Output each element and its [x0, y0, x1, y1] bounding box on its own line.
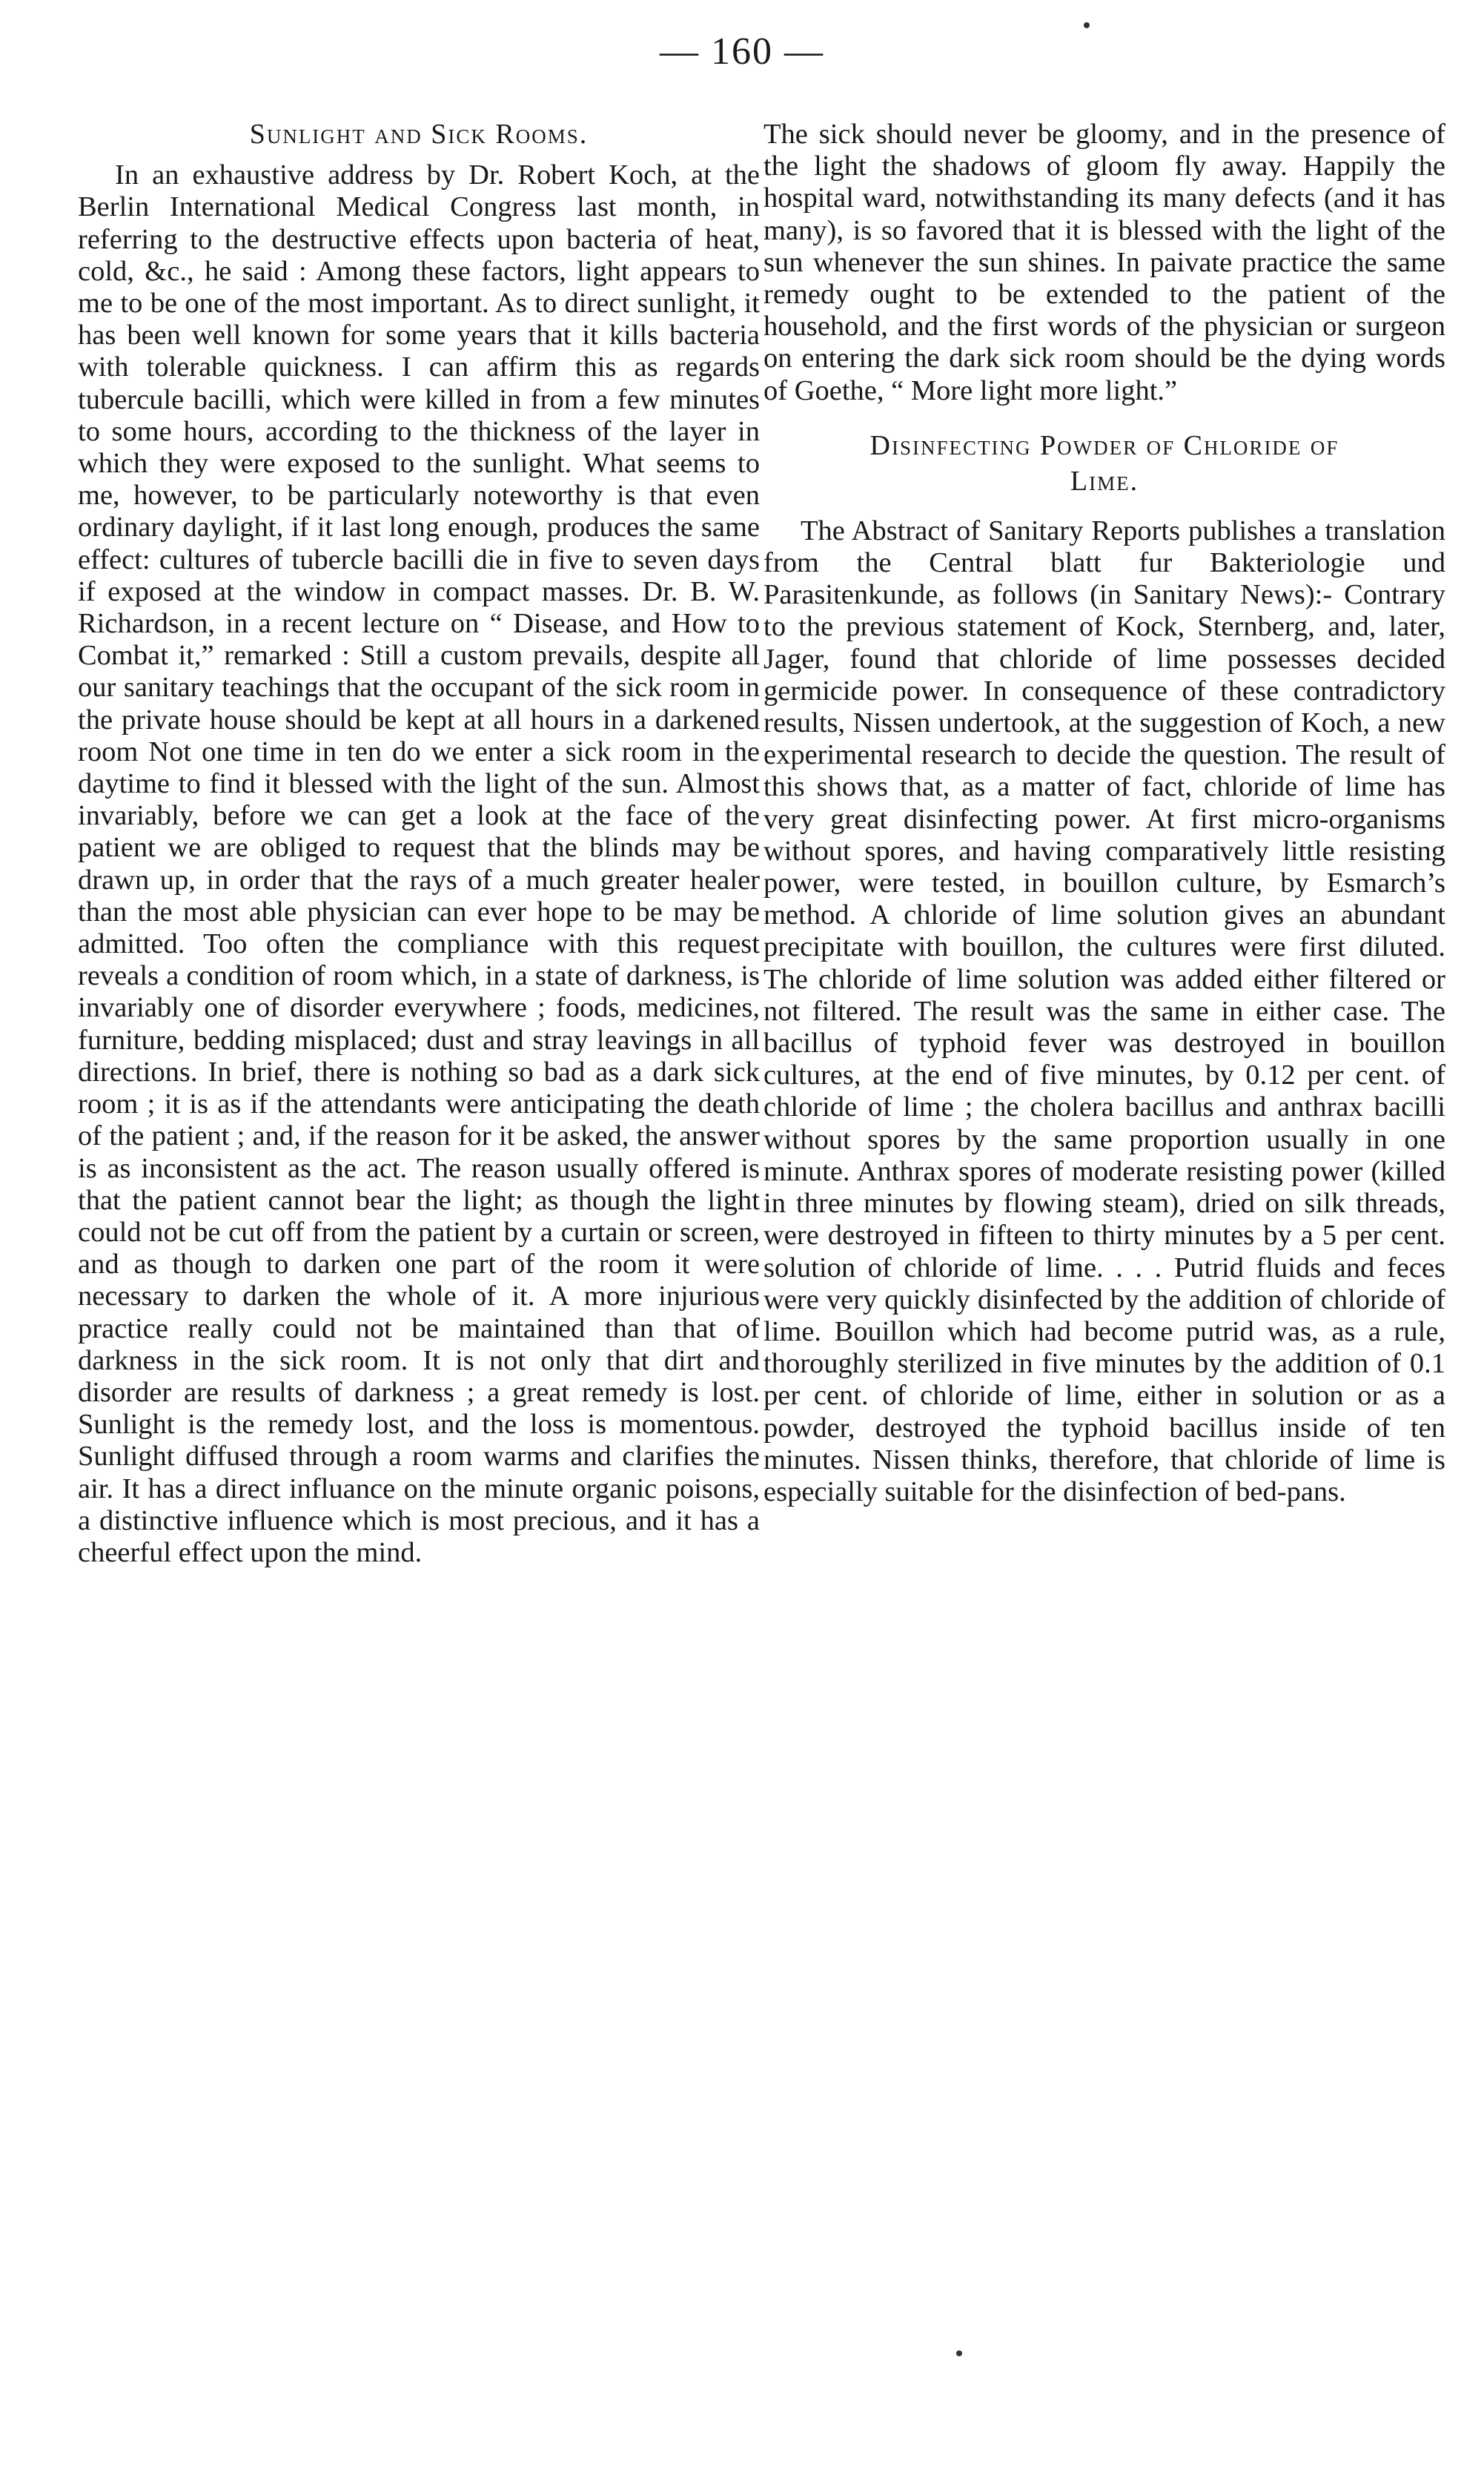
article-body-sunlight: In an exhaustive address by Dr. Robert Koch, at the Berlin International Medical Congress last month, in referring to the destructive effects upon bacteria of heat, cold, &c., he said : Among these factors, light appears to me to be one of the most important. As to direct sunlight, it has been well known for some years that it kills bacteria with tolerable quickness. I can affirm this as regards tubercule bacilli, which were killed in from a few minutes to some hours, according to the thickness of the layer in which they were exposed to the sunlight. What seems to me, however, to be particularly noteworthy is that even ordinary daylight, if it last long enough, produces the same effect: cultures of tubercle bacilli die in five to seven days if exposed at the window in compact masses. Dr. B. W. Richardson, in a recent lecture on “ Disease, and How to Combat it,” remarked : Still a custom prevails, despite all our sanitary teachings that the occupant of the sick room in the private house should be kept at all hours in a darkened room Not one time in ten do we enter a sick room in the daytime to find it blessed with the light of the sun. Almost invariably, before we can get a look at the face of the patient we are obliged to request that the blinds may be drawn up, in order that the rays of a much greater healer than the most able physician can ever hope to be may be admitted. Too often the compliance with this request reveals a condition of room which, in a state of darkness, is invariably one of disorder everywhere ; foods, medicines, furniture, bedding misplaced; dust and stray leavings in all directions. In brief, there is nothing so bad as a dark sick room ; it is as if the attendants were anticipating the death of the patient ; and, if the reason for it be asked, the answer is as inconsistent as the act. The reason usually offered is that the patient cannot bear the light; as though the light could not be cut off from the patient by a curtain or screen, and as though to darken one part of the room it were necessary to darken the whole of it. A more injurious practice really could not be maintained than that of darkness in the sick room. It is not only that dirt and disorder are results of darkness ; a great remedy is lost. Sunlight is the remedy lost, and the loss is momentous. Sunlight diffused through a room warms and clarifies the air. It has a direct influance on the minute organic poisons, a distinctive influence which is most precious, and it has a cheerful effect upon the mind.	[78, 159, 760, 1568]
article-body-chloride: The Abstract of Sanitary Reports publishes a translation from the Central blatt fur Bakteriologie und Parasitenkunde, as follows (in Sanitary News):- Contrary to the previous statement of Kock, Sternberg, and, later, Jager, found that chloride of lime possesses decided germicide power. In consequence of these contradictory results, Nissen undertook, at the suggestion of Koch, a new experimental research to decide the question. The result of this shows that, as a matter of fact, chloride of lime has very great disinfecting power. At first micro-organisms without spores, and having comparatively little resisting power, were tested, in bouillon culture, by Esmarch’s method. A chloride of lime solution gives an abundant precipitate with bouillon, the cultures were first diluted. The chloride of lime solution was added either filtered or not filtered. The result was the same in either case. The bacillus of typhoid fever was destroyed in bouillon cultures, at the end of five minutes, by 0.12 per cent. of chloride of lime ; the cholera bacillus and anthrax bacilli without spores by the same proportion usually in one minute. Anthrax spores of moderate resisting power (killed in three minutes by flowing steam), dried on silk threads, were destroyed in fifteen to thirty minutes by a 5 per cent. solution of chloride of lime. . . . Putrid fluids and feces were very quickly disinfected by the addition of chloride of lime. Bouillon which had become putrid was, as a rule, thoroughly sterilized in five minutes by the addition of 0.1 per cent. of chloride of lime, either in solution or as a powder, destroyed the typhoid bacillus inside of ten minutes. Nissen thinks, therefore, that chloride of lime is especially suitable for the disinfection of bed-pans.	[763, 515, 1445, 1507]
right-column	[763, 119, 1445, 1508]
ink-speck	[1084, 22, 1090, 28]
article-continuation-sunlight: The sick should never be gloomy, and in the presence of the light the shadows of gloom fly away. Happily the hospital ward, notwithstanding its many defects (and it has many), is so favored that it is blessed with the light of the sun whenever the sun shines. In paivate practice the same remedy ought to be extended to the patient of the household, and the first words of the physician or surgeon on entering the dark sick room should be the dying words of Goethe, “ More light more light.”	[763, 119, 1445, 406]
article-heading-sunlight: Sunlight and Sick Rooms.	[249, 119, 589, 150]
heading-line-1: Disinfecting Powder of Chloride of	[869, 429, 1339, 461]
article-heading-chloride	[763, 428, 1445, 499]
ink-speck	[956, 2350, 962, 2356]
page-number: — 160 —	[660, 30, 824, 73]
heading-line-2: Lime.	[1070, 465, 1139, 497]
left-column	[78, 119, 760, 1569]
